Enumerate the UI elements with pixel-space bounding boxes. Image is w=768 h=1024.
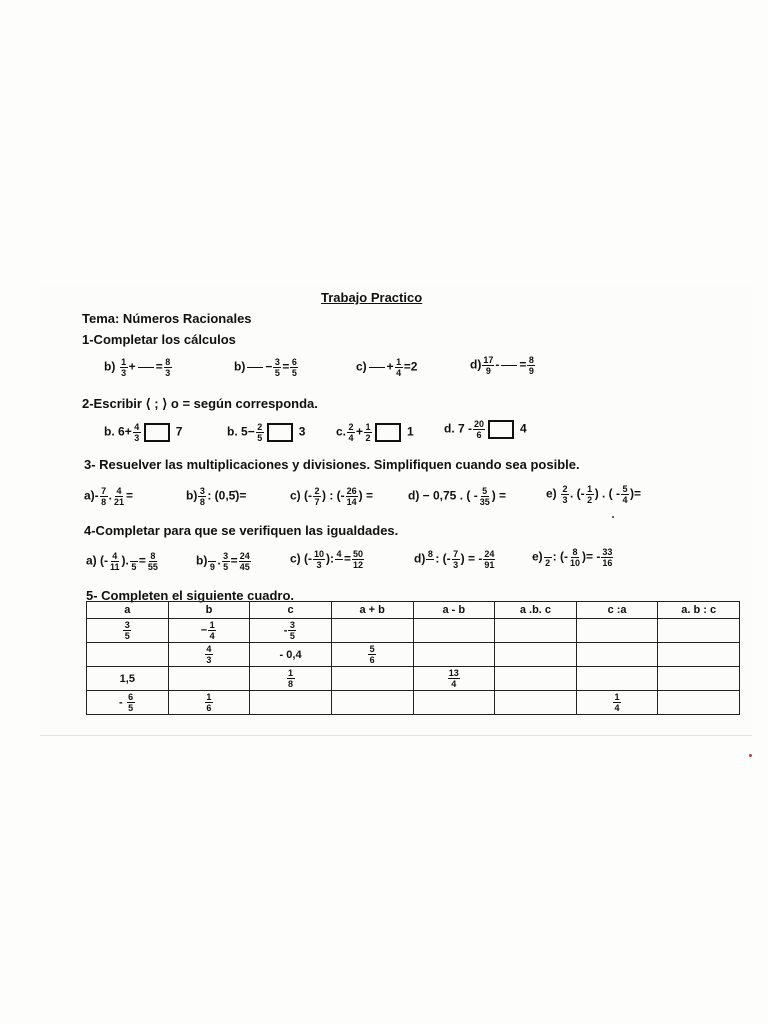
col-header: a .b. c [495, 602, 577, 619]
table-cell[interactable] [576, 667, 658, 691]
table-cell: $\frac{4}{3}$ [168, 643, 250, 667]
table-cell: - $\frac{6}{5}$ [87, 691, 169, 715]
s3-item-c: c) (- $\frac{2}{7}$ ) : (- $\frac{26}{14}$ ) = [290, 486, 374, 507]
s4-item-e: e) 2 : (- $\frac{8}{10}$ )= - $\frac{33}{16}$ [532, 547, 613, 568]
table-cell[interactable] [331, 691, 413, 715]
s1-item-b1: b) $\frac{1}{3}$ + = $\frac{8}{3}$ [104, 357, 171, 378]
col-header: c :a [576, 602, 658, 619]
s4-item-c: c) (- $\frac{10}{3}$ ): 4 = $\frac{50}{12}$ [290, 549, 364, 570]
table-row [87, 643, 740, 667]
table-cell: $\frac{5}{6}$ [331, 643, 413, 667]
table-cell: $\frac{1}{6}$ [168, 691, 250, 715]
s2-item-d: d. 7 - $\frac{20}{6}$ 4 [444, 419, 527, 440]
s3-item-b: b) $\frac{3}{8}$ : (0,5̂)= [186, 486, 247, 507]
table-cell[interactable] [576, 643, 658, 667]
table-row [87, 619, 740, 643]
table-cell[interactable] [168, 667, 250, 691]
table-header-row [87, 602, 740, 619]
table-cell[interactable] [495, 619, 577, 643]
section-2-heading: 2-Escribir ⟨ ; ⟩ o = según corresponda. [82, 396, 318, 411]
table-row [87, 691, 740, 715]
col-header: a - b [413, 602, 495, 619]
col-header: c [250, 602, 332, 619]
table-cell[interactable] [658, 619, 740, 643]
table-cell[interactable] [87, 643, 169, 667]
table-cell: $\frac{13}{4}$ [413, 667, 495, 691]
table-cell: $\frac{1}{8}$ [250, 667, 332, 691]
section-3-heading: 3- Resuelver las multiplicaciones y divisiones. Simplifiquen cuando sea posible. [84, 457, 580, 472]
table-cell: − $\frac{1}{4}$ [168, 619, 250, 643]
ink-spot [749, 754, 752, 757]
table-cell[interactable] [413, 619, 495, 643]
table-cell[interactable] [331, 667, 413, 691]
s2-item-b1: b. 6+ $\frac{4}{3}$ 7 [104, 422, 183, 443]
col-header: a + b [331, 602, 413, 619]
section-1-heading: 1-Completar los cálculos [82, 332, 236, 347]
s3-item-d: d) − 0,75 . ( - $\frac{5}{35}$ ) = [408, 486, 507, 507]
table-cell[interactable] [658, 667, 740, 691]
table-cell[interactable] [413, 643, 495, 667]
table-cell[interactable] [658, 691, 740, 715]
table-cell[interactable] [658, 643, 740, 667]
table-cell: $\frac{1}{4}$ [576, 691, 658, 715]
answer-box[interactable] [267, 423, 293, 442]
s4-item-a: a) (- $\frac{4}{11}$ ). 5 = $\frac{8}{55}$ [86, 551, 158, 572]
s2-item-c: c. $\frac{2}{4}$ + $\frac{1}{2}$ 1 [336, 422, 414, 443]
table-cell: $\frac{3}{5}$ [87, 619, 169, 643]
table-cell[interactable] [331, 619, 413, 643]
table-cell[interactable] [576, 619, 658, 643]
col-header: b [168, 602, 250, 619]
answer-box[interactable] [144, 423, 170, 442]
topic-line: Tema: Números Racionales [82, 311, 252, 326]
page-title: Trabajo Practico [321, 290, 423, 305]
table-cell[interactable] [495, 643, 577, 667]
s4-item-b: b) 9 . $\frac{3}{5}$ = $\frac{24}{45}$ [196, 551, 250, 572]
s1-item-d: d) $\frac{17}{9}$ - = $\frac{8}{9}$ [470, 355, 534, 376]
s3-item-a: a)- $\frac{7}{8}$ . $\frac{4}{21}$ = [84, 486, 134, 507]
col-header: a. b : c [658, 602, 740, 619]
table-cell: - $\frac{3}{5}$ [250, 619, 332, 643]
section-5-heading: 5- Completen el siguiente cuadro. [86, 588, 295, 603]
s3-item-e: e) $\frac{2}{3}$ . (- $\frac{1}{2}$ ) . ( - $\frac{5}{4}$ )= [546, 484, 642, 505]
answer-box[interactable] [375, 423, 401, 442]
table-cell[interactable] [495, 667, 577, 691]
s4-item-d: d) 8 : (- $\frac{7}{3}$ ) = - $\frac{24}{91}$ [414, 549, 495, 570]
table-cell[interactable] [413, 691, 495, 715]
section-4-heading: 4-Completar para que se verifiquen las igualdades. [84, 523, 399, 538]
s2-item-b2: b. 5− $\frac{2}{5}$ 3 [227, 422, 306, 443]
s1-item-b2: b) − $\frac{3}{5}$ = $\frac{6}{5}$ [234, 357, 297, 378]
s1-item-c: c) + $\frac{1}{4}$ =2 [356, 357, 418, 378]
answer-box[interactable] [488, 420, 514, 439]
table-cell[interactable] [495, 691, 577, 715]
table-row [87, 667, 740, 691]
values-table [86, 601, 740, 715]
table-cell: - 0,4 [250, 643, 332, 667]
col-header: a [87, 602, 169, 619]
ink-spot [612, 516, 614, 518]
table-cell[interactable] [250, 691, 332, 715]
table-cell: 1,5 [87, 667, 169, 691]
